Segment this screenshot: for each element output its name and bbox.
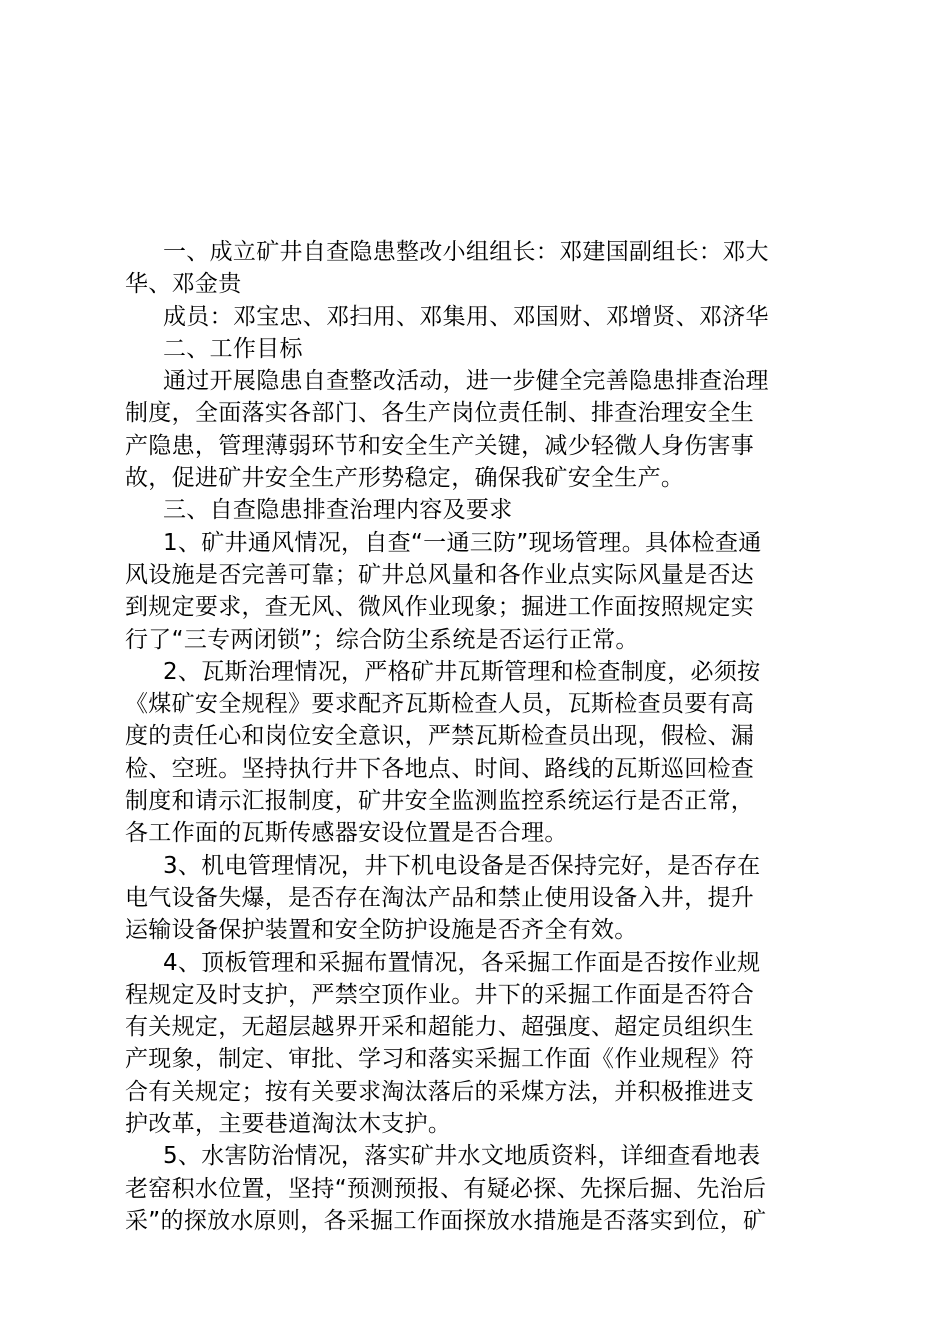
- text-line: 成员：邓宝忠、邓扫用、邓集用、邓国财、邓增贤、邓济华: [163, 303, 769, 330]
- text-line: 度的责任心和岗位安全意识，严禁瓦斯检查员出现，假检、漏: [125, 723, 755, 750]
- text-line: 程规定及时支护，严禁空顶作业。井下的采掘工作面是否符合: [125, 981, 755, 1008]
- text-line: 3、机电管理情况，井下机电设备是否保持完好，是否存在: [163, 852, 761, 879]
- text-line: 1、矿井通风情况，自查“一通三防”现场管理。具体检查通: [163, 529, 762, 556]
- text-line: 故，促进矿井安全生产形势稳定，确保我矿安全生产。: [125, 465, 685, 492]
- text-line: 5、水害防治情况，落实矿井水文地质资料，详细查看地表: [163, 1143, 761, 1170]
- text-line: 风设施是否完善可靠；矿井总风量和各作业点实际风量是否达: [125, 561, 755, 588]
- text-line: 有关规定，无超层越界开采和超能力、超强度、超定员组织生: [125, 1014, 755, 1041]
- text-line: 产隐患，管理薄弱环节和安全生产关键，减少轻微人身伤害事: [125, 432, 755, 459]
- text-line: 检、空班。坚持执行井下各地点、时间、路线的瓦斯巡回检查: [125, 755, 755, 782]
- text-line: 采”的探放水原则，各采掘工作面探放水措施是否落实到位，矿: [125, 1207, 767, 1234]
- text-line: 老窑积水位置，坚持“预测预报、有疑必探、先探后掘、先治后: [125, 1175, 767, 1202]
- text-line: 各工作面的瓦斯传感器安设位置是否合理。: [125, 820, 568, 847]
- text-line: 制度和请示汇报制度，矿井安全监测监控系统运行是否正常，: [125, 788, 755, 815]
- text-line: 二、工作目标: [163, 335, 303, 362]
- text-line: 电气设备失爆，是否存在淘汰产品和禁止使用设备入井，提升: [125, 884, 755, 911]
- text-line: 三、自查隐患排查治理内容及要求: [163, 497, 513, 524]
- text-line: 2、瓦斯治理情况，严格矿井瓦斯管理和检查制度，必须按: [163, 658, 761, 685]
- text-line: 护改革，主要巷道淘汰木支护。: [125, 1111, 452, 1138]
- text-line: 到规定要求，查无风、微风作业现象；掘进工作面按照规定实: [125, 594, 755, 621]
- text-line: 产现象，制定、审批、学习和落实采掘工作面《作业规程》符: [125, 1046, 755, 1073]
- text-line: 一、成立矿井自查隐患整改小组组长：邓建国副组长：邓大: [163, 239, 769, 265]
- text-line: 通过开展隐患自查整改活动，进一步健全完善隐患排查治理: [163, 368, 769, 395]
- text-line: 制度，全面落实各部门、各生产岗位责任制、排查治理安全生: [125, 400, 755, 427]
- text-line: 行了“三专两闭锁”；综合防尘系统是否运行正常。: [125, 626, 639, 653]
- text-line: 华、邓金贵: [125, 271, 242, 298]
- document-body: [125, 236, 825, 1237]
- text-line: 运输设备保护装置和安全防护设施是否齐全有效。: [125, 917, 638, 944]
- text-line: 《煤矿安全规程》要求配齐瓦斯检查人员，瓦斯检查员要有高: [125, 691, 755, 718]
- text-line: 4、顶板管理和采掘布置情况，各采掘工作面是否按作业规: [163, 949, 761, 976]
- text-line: 合有关规定；按有关要求淘汰落后的采煤方法，并积极推进支: [125, 1078, 755, 1105]
